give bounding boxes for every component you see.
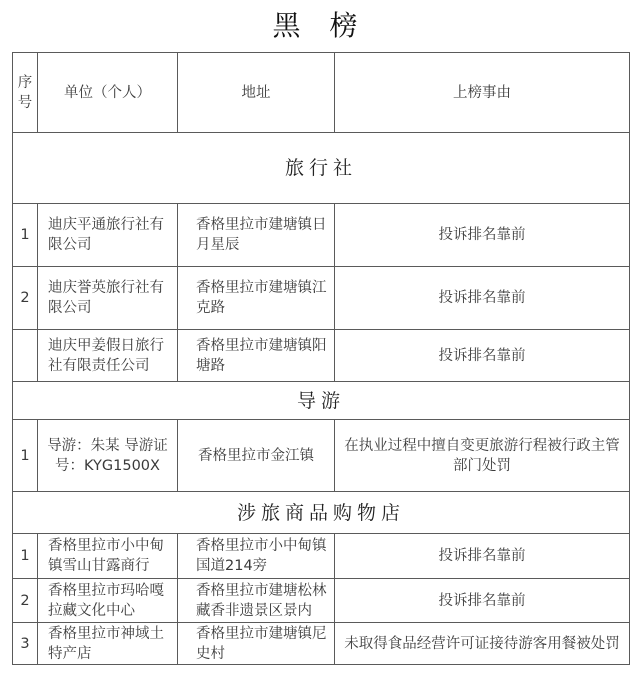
- header-row: [13, 53, 630, 133]
- row-unit: 香格里拉市玛哈嘎拉藏文化中心: [38, 579, 178, 623]
- row-index: [13, 330, 38, 382]
- row-address: 香格里拉市建塘松林藏香非遗景区景内: [178, 579, 335, 623]
- header-index: 序号: [13, 53, 38, 133]
- section-travel-agency: [13, 133, 630, 204]
- table-row: [13, 623, 630, 665]
- row-reason: 未取得食品经营许可证接待游客用餐被处罚: [335, 623, 630, 665]
- row-unit: 香格里拉市神域土特产店: [38, 623, 178, 665]
- row-unit: 香格里拉市小中甸镇雪山甘露商行: [38, 534, 178, 579]
- row-index: 1: [13, 534, 38, 579]
- row-unit: 迪庆平通旅行社有限公司: [38, 204, 178, 267]
- table-row: [13, 534, 630, 579]
- section-shopping: [13, 492, 630, 534]
- section-title: 涉旅商品购物店: [13, 492, 630, 534]
- row-address: 香格里拉市建塘镇江克路: [178, 267, 335, 330]
- row-reason: 投诉排名靠前: [335, 330, 630, 382]
- row-index: 2: [13, 267, 38, 330]
- row-reason: 在执业过程中擅自变更旅游行程被行政主管部门处罚: [335, 420, 630, 492]
- row-reason: 投诉排名靠前: [335, 534, 630, 579]
- section-title: 旅行社: [13, 133, 630, 204]
- table-row: [13, 420, 630, 492]
- row-index: 1: [13, 204, 38, 267]
- section-tour-guide: [13, 382, 630, 420]
- table-row: [13, 579, 630, 623]
- row-address: 香格里拉市建塘镇尼史村: [178, 623, 335, 665]
- row-address: 香格里拉市建塘镇日月星辰: [178, 204, 335, 267]
- blacklist-table: [12, 52, 630, 665]
- row-address: 香格里拉市金江镇: [178, 420, 335, 492]
- row-unit: 迪庆誉英旅行社有限公司: [38, 267, 178, 330]
- row-index: 3: [13, 623, 38, 665]
- row-reason: 投诉排名靠前: [335, 579, 630, 623]
- table-row: [13, 330, 630, 382]
- table-row: [13, 204, 630, 267]
- row-address: 香格里拉市建塘镇阳塘路: [178, 330, 335, 382]
- header-reason: 上榜事由: [335, 53, 630, 133]
- table-row: [13, 267, 630, 330]
- row-unit: 迪庆甲姜假日旅行社有限责任公司: [38, 330, 178, 382]
- row-address: 香格里拉市小中甸镇国道214旁: [178, 534, 335, 579]
- section-title: 导游: [13, 382, 630, 420]
- row-index: 2: [13, 579, 38, 623]
- header-address: 地址: [178, 53, 335, 133]
- page-title: 黑 榜: [272, 9, 368, 42]
- row-reason: 投诉排名靠前: [335, 267, 630, 330]
- row-index: 1: [13, 420, 38, 492]
- row-unit: 导游：朱某 导游证号：KYG1500X: [38, 420, 178, 492]
- row-reason: 投诉排名靠前: [335, 204, 630, 267]
- header-unit: 单位（个人）: [38, 53, 178, 133]
